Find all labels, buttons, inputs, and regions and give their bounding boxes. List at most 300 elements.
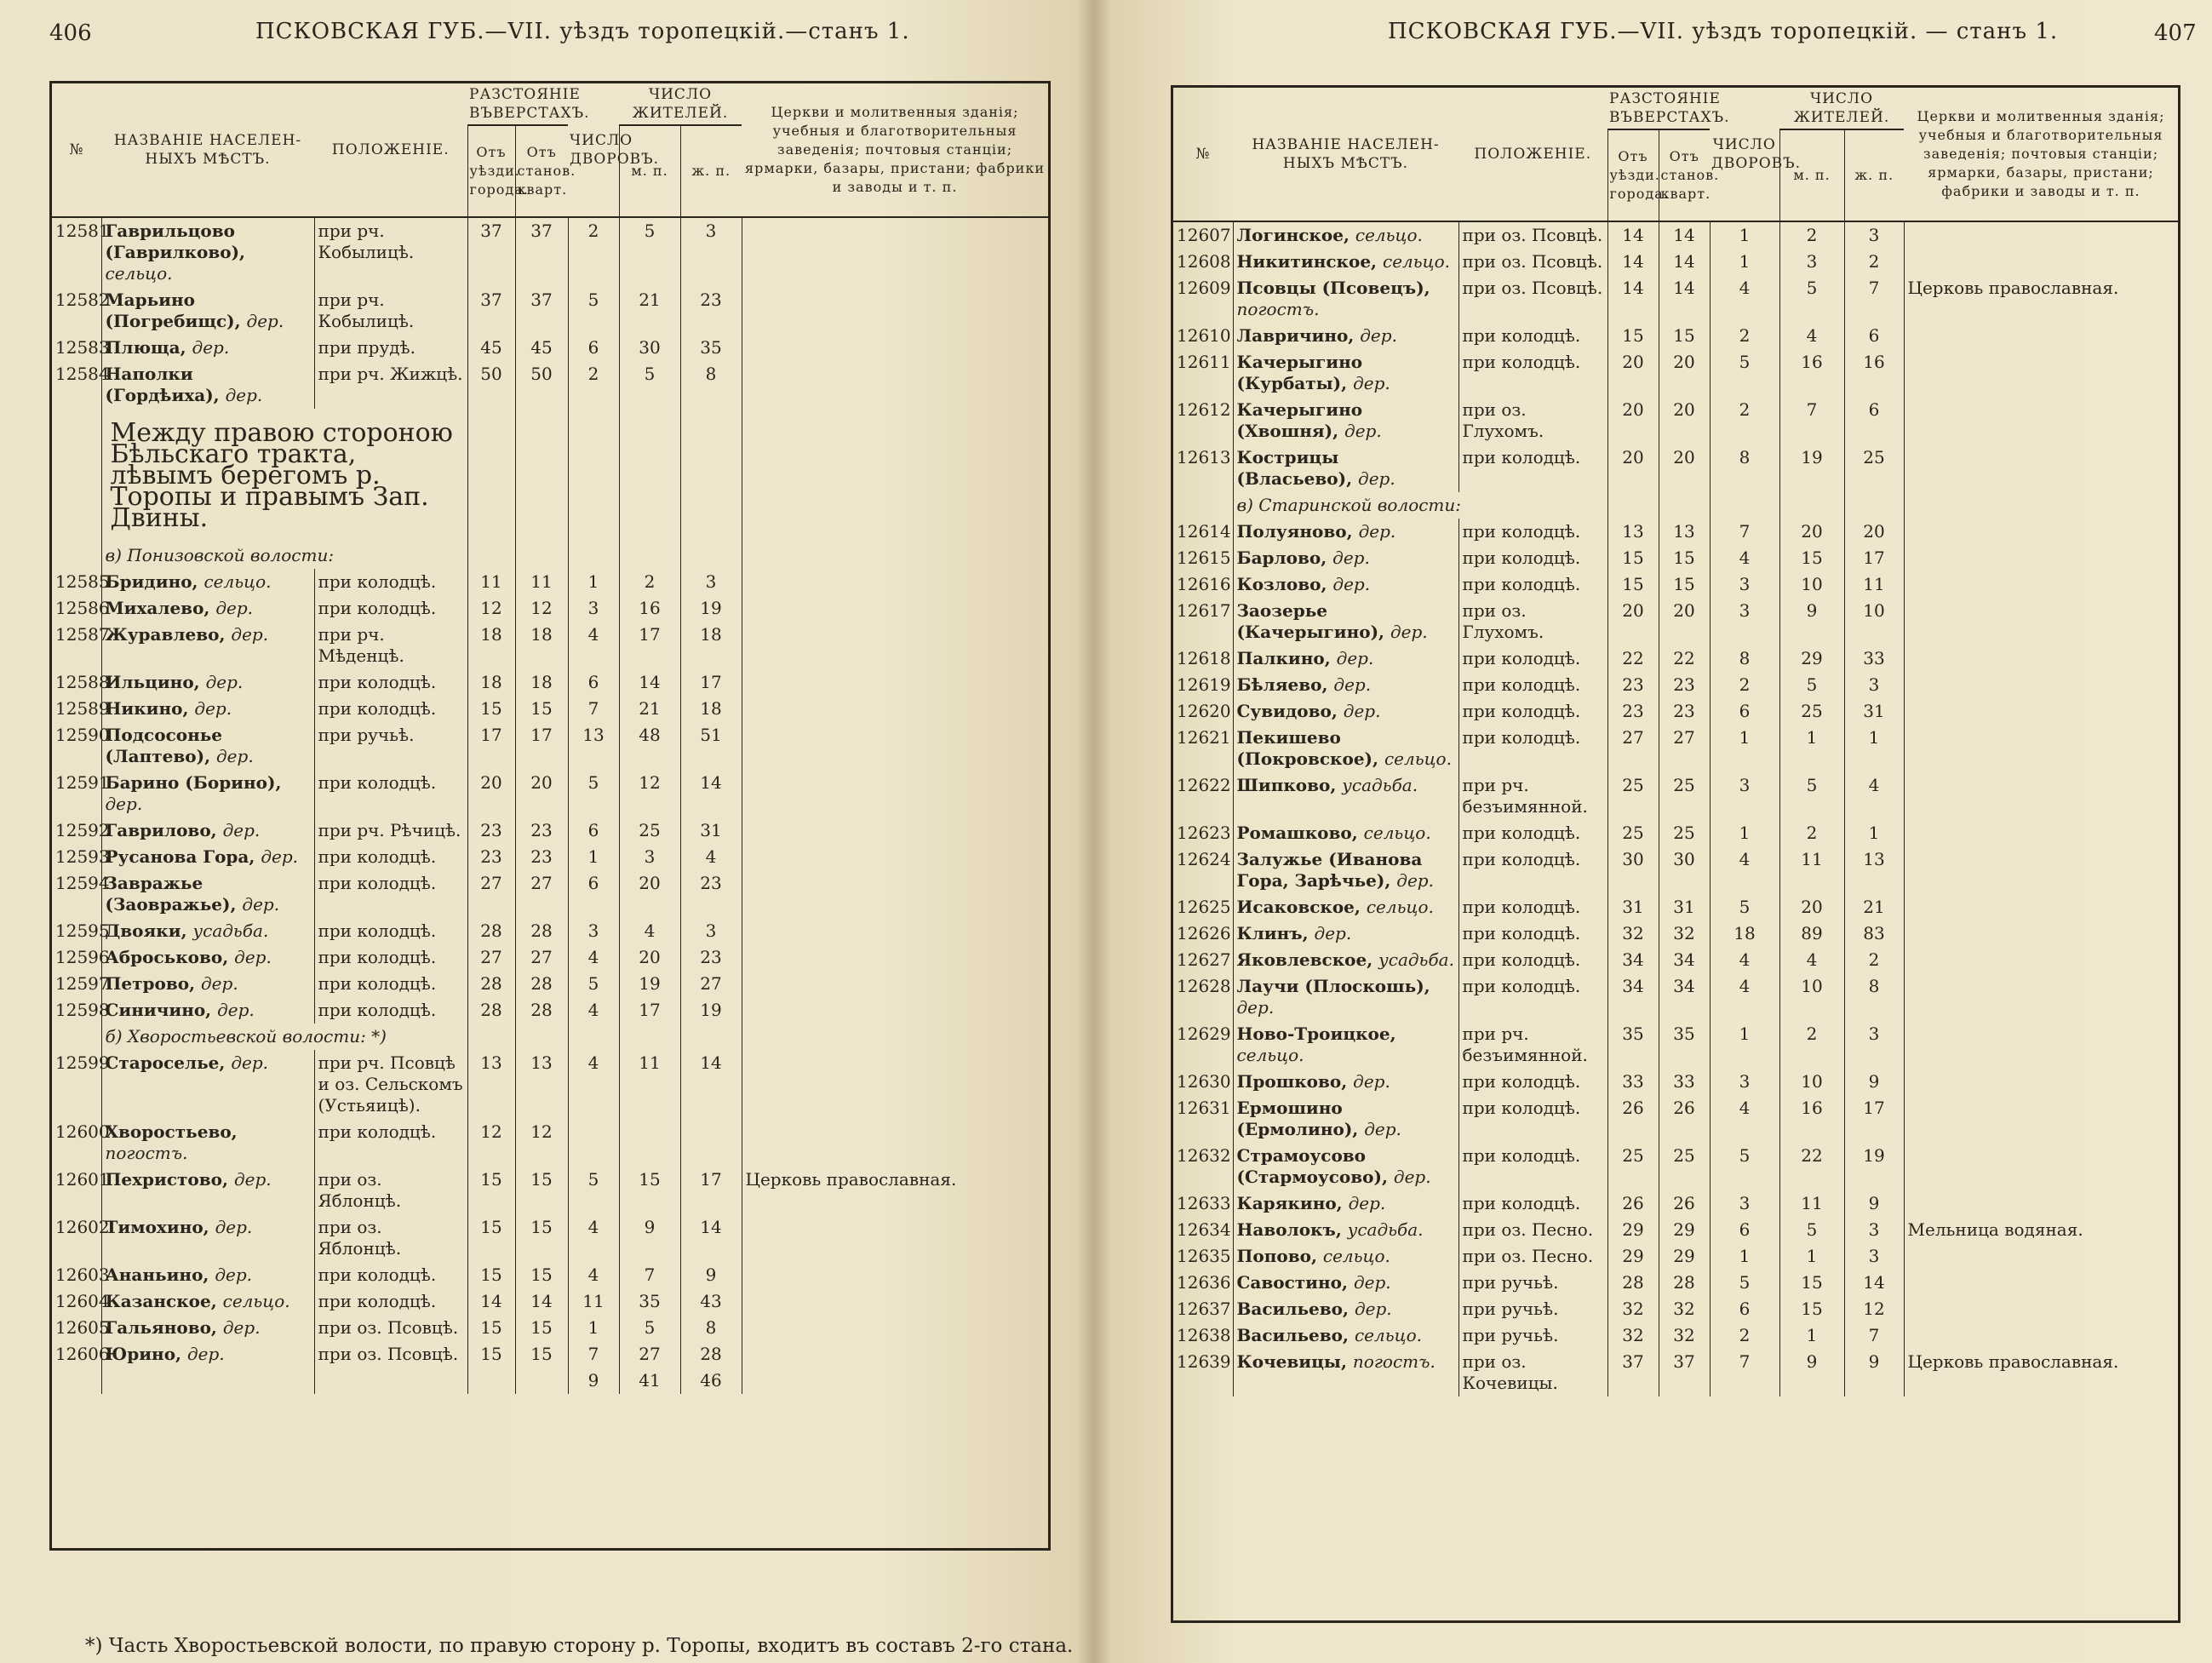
col-churches: Церкви и молитвенныя зданія; учебныя и благотворительныя заведенія; почтовыя станціи; ярмарки, базары, пристани; фабрики и заводы и т. п. <box>742 83 1048 217</box>
distance-city: 29 <box>1607 1243 1659 1270</box>
place-position: при рч. безъимянной. <box>1458 772 1607 820</box>
yards-count: 1 <box>1710 820 1779 846</box>
distance-station: 28 <box>1659 1270 1710 1296</box>
place-name <box>1233 349 1458 397</box>
distance-city: 34 <box>1607 947 1659 973</box>
place-position: при колодцѣ. <box>1458 1143 1607 1190</box>
place-kind: погостъ. <box>1352 1351 1436 1372</box>
distance-station: 13 <box>1659 519 1710 545</box>
distance-city: 20 <box>467 770 515 817</box>
table-row <box>1173 698 2178 725</box>
institutions-note <box>742 1315 1048 1341</box>
distance-city: 23 <box>1607 698 1659 725</box>
place-position: при оз. Глухомъ. <box>1458 598 1607 645</box>
place-position: при колодцѣ. <box>314 944 467 971</box>
table-row <box>52 1119 1048 1167</box>
place-name-text: Кочевицы, <box>1236 1351 1347 1372</box>
place-name-text: Петрово, <box>105 973 196 994</box>
place-kind: дер. <box>234 947 272 967</box>
row-number: 12594 <box>55 873 110 893</box>
male-count: 35 <box>619 1288 680 1315</box>
male-count: 5 <box>1779 772 1844 820</box>
yards-count: 5 <box>1710 1270 1779 1296</box>
place-kind: дер. <box>231 624 269 645</box>
row-number: 12588 <box>55 672 110 692</box>
distance-station: 31 <box>1659 894 1710 920</box>
yards-count: 4 <box>568 944 619 971</box>
female-count: 3 <box>680 569 742 595</box>
institutions-note <box>742 770 1048 817</box>
yards-count: 18 <box>1710 920 1779 947</box>
place-kind: сельцо. <box>1383 251 1451 272</box>
place-kind: дер. <box>105 794 143 814</box>
female-count: 23 <box>680 944 742 971</box>
yards-count: 3 <box>1710 1069 1779 1095</box>
row-number: 12582 <box>55 290 110 310</box>
place-name-text: Гаврилово, <box>105 820 217 840</box>
female-count: 19 <box>680 997 742 1024</box>
place-name <box>1233 1143 1458 1190</box>
place-name-text: Барино (Борино), <box>105 772 282 793</box>
table-row <box>1173 846 2178 894</box>
male-count: 15 <box>619 1167 680 1214</box>
place-kind: дер. <box>222 820 261 840</box>
institutions-note <box>742 944 1048 971</box>
yards-count: 6 <box>568 335 619 361</box>
row-number: 12627 <box>1177 949 1231 970</box>
female-count: 27 <box>680 971 742 997</box>
table-row <box>52 361 1048 409</box>
row-number: 12633 <box>1177 1193 1231 1213</box>
male-count: 4 <box>619 918 680 944</box>
female-count: 7 <box>1844 275 1904 323</box>
running-head: ПСКОВСКАЯ ГУБ.—VII. уѣздъ торопецкій. — станъ 1. <box>1388 19 2059 44</box>
yards-count: 6 <box>1710 1296 1779 1322</box>
institutions-note <box>742 817 1048 844</box>
place-name <box>101 696 314 722</box>
distance-city: 45 <box>467 335 515 361</box>
place-position: при оз. Псовцѣ. <box>314 1315 467 1341</box>
place-name <box>101 217 314 287</box>
place-name-text: Юрино, <box>105 1344 182 1364</box>
female-count: 3 <box>680 918 742 944</box>
female-count: 51 <box>680 722 742 770</box>
female-count: 43 <box>680 1288 742 1315</box>
male-count: 1 <box>1779 1243 1844 1270</box>
place-name-text: Качерыгино (Курбаты), <box>1236 352 1363 393</box>
male-count: 19 <box>1779 444 1844 492</box>
place-name <box>1233 221 1458 249</box>
distance-city: 15 <box>1607 323 1659 349</box>
distance-station: 15 <box>515 1214 568 1262</box>
place-name-text: Марьино (Погребищс), <box>105 290 241 331</box>
table-row <box>1173 1021 2178 1069</box>
institutions-note <box>1904 973 2178 1021</box>
male-count: 48 <box>619 722 680 770</box>
table-row <box>52 722 1048 770</box>
row-number: 12590 <box>55 725 110 745</box>
place-kind: дер. <box>1393 1167 1431 1187</box>
place-kind: дер. <box>1390 622 1428 642</box>
place-name <box>1233 1069 1458 1095</box>
place-position: при колодцѣ. <box>1458 571 1607 598</box>
male-count: 17 <box>619 622 680 669</box>
male-count: 9 <box>1779 598 1844 645</box>
row-number: 12629 <box>1177 1024 1231 1044</box>
place-name-text: Никитинское, <box>1236 251 1378 272</box>
place-position: при прудѣ. <box>314 335 467 361</box>
male-count: 10 <box>1779 973 1844 1021</box>
row-number: 12595 <box>55 920 110 941</box>
col-position: ПОЛОЖЕНІЕ. <box>314 83 467 217</box>
place-name-text: Попово, <box>1236 1246 1317 1266</box>
yards-count: 5 <box>1710 894 1779 920</box>
female-count <box>680 1119 742 1167</box>
place-name-text: Бѣляево, <box>1236 674 1328 695</box>
distance-city: 22 <box>1607 645 1659 672</box>
female-count: 28 <box>680 1341 742 1368</box>
row-number: 12607 <box>1177 225 1231 245</box>
female-count: 14 <box>680 770 742 817</box>
yards-count: 3 <box>1710 598 1779 645</box>
male-count: 25 <box>619 817 680 844</box>
place-kind: дер. <box>1332 548 1370 568</box>
col-position: ПОЛОЖЕНІЕ. <box>1458 88 1607 221</box>
row-number: 12596 <box>55 947 110 967</box>
place-name-text: Клинъ, <box>1236 923 1309 943</box>
place-kind: дер. <box>201 973 238 994</box>
row-number: 12630 <box>1177 1071 1231 1092</box>
institutions-note <box>1904 1143 2178 1190</box>
institutions-note <box>742 997 1048 1024</box>
yards-count: 2 <box>1710 672 1779 698</box>
male-count: 1 <box>1779 1322 1844 1349</box>
distance-station: 12 <box>515 595 568 622</box>
subsection-v: в) Старинской волости: <box>1233 492 1607 519</box>
row-number: 12586 <box>55 598 110 618</box>
place-name <box>1233 275 1458 323</box>
place-position: при колодцѣ. <box>1458 672 1607 698</box>
place-position: при рч. Кобылицѣ. <box>314 217 467 287</box>
table-row <box>1173 645 2178 672</box>
place-position: при оз. Песно. <box>1458 1217 1607 1243</box>
male-count: 9 <box>1779 1349 1844 1396</box>
yards-count: 5 <box>1710 1143 1779 1190</box>
place-name-text: Карякино, <box>1236 1193 1343 1213</box>
place-kind: дер. <box>1344 421 1382 441</box>
place-kind: дер. <box>246 311 284 331</box>
place-name <box>1233 444 1458 492</box>
col-churches: Церкви и молитвенныя зданія; учебныя и благотворительныя заведенія; почтовыя станціи; ярмарки, базары, пристани; фабрики и заводы и т. п. <box>1904 88 2178 221</box>
col-dist-city: Отъ уѣзди. города. <box>467 125 515 217</box>
place-kind: сельцо. <box>1355 225 1423 245</box>
distance-station <box>515 1368 568 1394</box>
female-count: 10 <box>1844 598 1904 645</box>
place-name <box>1233 249 1458 275</box>
male-count: 5 <box>1779 672 1844 698</box>
row-number: 12591 <box>55 772 110 793</box>
place-name <box>101 1214 314 1262</box>
distance-city: 25 <box>1607 1143 1659 1190</box>
yards-count: 4 <box>568 622 619 669</box>
yards-count: 4 <box>1710 1095 1779 1143</box>
table-row <box>52 1315 1048 1341</box>
col-name: НАЗВАНІЕ НАСЕЛЕН-НЫХЪ МѢСТЪ. <box>1233 88 1458 221</box>
male-count: 20 <box>1779 519 1844 545</box>
left-table <box>52 83 1048 1394</box>
table-row <box>1173 725 2178 772</box>
place-kind: дер. <box>1358 468 1395 489</box>
female-count: 9 <box>1844 1349 1904 1396</box>
footnote: *) Часть Хворостьевской волости, по правую сторону р. Торопы, входитъ въ составъ 2-го стана. <box>85 1635 1074 1657</box>
row-number: 12593 <box>55 846 110 867</box>
distance-city: 12 <box>467 1119 515 1167</box>
col-dist-city: Отъ уѣзди. города. <box>1607 129 1659 221</box>
place-name <box>101 287 314 335</box>
place-name <box>1233 1296 1458 1322</box>
place-name-text: Ильцино, <box>105 672 200 692</box>
table-row <box>52 944 1048 971</box>
place-kind: дер. <box>215 1264 253 1285</box>
yards-count: 4 <box>1710 846 1779 894</box>
male-count: 3 <box>1779 249 1844 275</box>
institutions-note <box>1904 920 2178 947</box>
yards-count: 5 <box>1710 349 1779 397</box>
place-name <box>1233 323 1458 349</box>
place-kind: сельцо. <box>1363 823 1431 843</box>
male-count: 2 <box>1779 820 1844 846</box>
place-position: при колодцѣ. <box>314 770 467 817</box>
col-distance: РАЗСТОЯНІЕ ВЪВЕРСТАХЪ. <box>1607 88 1710 129</box>
female-count: 2 <box>1844 249 1904 275</box>
distance-station: 15 <box>1659 323 1710 349</box>
place-name <box>101 361 314 409</box>
place-name <box>1233 519 1458 545</box>
table-row <box>52 335 1048 361</box>
subsection-b: б) Хворостьевской волости: *) <box>101 1024 467 1050</box>
place-name <box>101 997 314 1024</box>
institutions-note: Церковь православная. <box>1904 275 2178 323</box>
yards-count: 4 <box>1710 545 1779 571</box>
table-row <box>52 287 1048 335</box>
institutions-note <box>742 1262 1048 1288</box>
place-position: при оз. Псовцѣ. <box>1458 249 1607 275</box>
distance-city: 20 <box>1607 349 1659 397</box>
institutions-note <box>1904 249 2178 275</box>
place-position: при рч. Кобылицѣ. <box>314 287 467 335</box>
distance-station: 25 <box>1659 1143 1710 1190</box>
yards-count: 1 <box>1710 249 1779 275</box>
table-row <box>1173 920 2178 947</box>
institutions-note <box>1904 894 2178 920</box>
distance-station: 45 <box>515 335 568 361</box>
place-position: при колодцѣ. <box>314 669 467 696</box>
male-count: 5 <box>1779 1217 1844 1243</box>
table-row <box>52 844 1048 870</box>
institutions-note <box>1904 1021 2178 1069</box>
place-kind: сельцо. <box>222 1291 290 1311</box>
place-name-text: Псовцы (Псовецъ), <box>1236 278 1430 298</box>
row-number: 12608 <box>1177 251 1231 272</box>
yards-count: 6 <box>568 817 619 844</box>
male-count: 5 <box>619 1315 680 1341</box>
male-count: 20 <box>619 870 680 918</box>
row-number: 12583 <box>55 337 110 358</box>
place-name <box>101 722 314 770</box>
yards-count: 3 <box>1710 571 1779 598</box>
table-row <box>52 622 1048 669</box>
female-count: 3 <box>680 217 742 287</box>
table-row <box>52 669 1048 696</box>
place-name <box>1233 397 1458 444</box>
place-name-text: Савостино, <box>1236 1272 1348 1293</box>
distance-station: 11 <box>515 569 568 595</box>
institutions-note <box>1904 846 2178 894</box>
row-number: 12597 <box>55 973 110 994</box>
distance-station: 34 <box>1659 973 1710 1021</box>
yards-count: 7 <box>1710 1349 1779 1396</box>
place-name <box>1233 598 1458 645</box>
female-count: 4 <box>680 844 742 870</box>
col-female: ж. п. <box>1844 129 1904 221</box>
row-number: 12585 <box>55 571 110 592</box>
right-table-frame <box>1171 85 2180 1623</box>
institutions-note <box>742 669 1048 696</box>
place-kind: сельцо. <box>105 263 173 284</box>
distance-station: 15 <box>1659 571 1710 598</box>
table-row <box>1173 323 2178 349</box>
distance-station: 13 <box>515 1050 568 1119</box>
female-count: 7 <box>1844 1322 1904 1349</box>
place-name <box>1233 973 1458 1021</box>
row-number: 12614 <box>1177 521 1231 542</box>
place-name-text: Ананьино, <box>105 1264 209 1285</box>
institutions-note <box>1904 725 2178 772</box>
place-name-text: Гаврильцово (Гаврилково), <box>105 221 245 262</box>
place-name <box>101 1167 314 1214</box>
place-name-text: Палкино, <box>1236 648 1331 668</box>
place-position: при колодцѣ. <box>1458 820 1607 846</box>
row-number: 12603 <box>55 1264 110 1285</box>
distance-city: 26 <box>1607 1190 1659 1217</box>
place-name-text: Сувидово, <box>1236 701 1338 721</box>
place-kind: дер. <box>1336 648 1374 668</box>
distance-station: 37 <box>1659 1349 1710 1396</box>
place-position: при колодцѣ. <box>314 870 467 918</box>
place-name-text: Шипково, <box>1236 775 1337 795</box>
distance-station: 29 <box>1659 1217 1710 1243</box>
place-position: при колодцѣ. <box>314 844 467 870</box>
yards-count: 6 <box>568 669 619 696</box>
yards-count: 5 <box>568 1167 619 1214</box>
place-name-text: Пехристово, <box>105 1169 228 1190</box>
distance-station: 14 <box>1659 221 1710 249</box>
table-row <box>1173 1069 2178 1095</box>
place-name-text: Ново-Троицкое, <box>1236 1024 1396 1044</box>
table-row <box>1173 894 2178 920</box>
yards-count: 3 <box>1710 772 1779 820</box>
female-count: 9 <box>1844 1190 1904 1217</box>
row-number: 12624 <box>1177 849 1231 869</box>
female-count: 11 <box>1844 571 1904 598</box>
institutions-note <box>1904 947 2178 973</box>
table-row <box>52 770 1048 817</box>
institutions-note <box>742 1214 1048 1262</box>
row-number: 12601 <box>55 1169 110 1190</box>
distance-city: 29 <box>1607 1217 1659 1243</box>
distance-station: 35 <box>1659 1021 1710 1069</box>
place-name-text: Логинское, <box>1236 225 1350 245</box>
institutions-note <box>742 870 1048 918</box>
col-distance: РАЗСТОЯНІЕ ВЪВЕРСТАХЪ. <box>467 83 568 125</box>
male-count: 11 <box>1779 846 1844 894</box>
place-position: при колодцѣ. <box>314 997 467 1024</box>
distance-station: 20 <box>1659 349 1710 397</box>
place-name-text: Журавлево, <box>105 624 226 645</box>
female-count: 31 <box>1844 698 1904 725</box>
table-row <box>1173 947 2178 973</box>
place-kind: сельцо. <box>203 571 272 592</box>
male-count: 25 <box>1779 698 1844 725</box>
female-count: 20 <box>1844 519 1904 545</box>
place-name-text: Подсосонье (Лаптево), <box>105 725 223 766</box>
yards-count: 7 <box>1710 519 1779 545</box>
table-row <box>1173 397 2178 444</box>
distance-station: 32 <box>1659 1296 1710 1322</box>
place-position: при колодцѣ. <box>1458 947 1607 973</box>
row-number: 12636 <box>1177 1272 1231 1293</box>
distance-station: 28 <box>515 997 568 1024</box>
table-row <box>52 1288 1048 1315</box>
row-number: 12637 <box>1177 1299 1231 1319</box>
female-count: 18 <box>680 696 742 722</box>
distance-station: 22 <box>1659 645 1710 672</box>
distance-city: 15 <box>467 696 515 722</box>
female-count: 3 <box>1844 1243 1904 1270</box>
male-count: 5 <box>619 217 680 287</box>
institutions-note <box>742 971 1048 997</box>
page-number: 407 <box>2154 20 2197 46</box>
place-name <box>101 1262 314 1288</box>
female-count: 18 <box>680 622 742 669</box>
col-dist-station: Отъ станов. кварт. <box>515 125 568 217</box>
distance-city: 35 <box>1607 1021 1659 1069</box>
place-position: при колодцѣ. <box>314 1119 467 1167</box>
distance-station: 15 <box>515 1167 568 1214</box>
male-count: 20 <box>1779 894 1844 920</box>
place-name <box>101 1050 314 1119</box>
distance-city: 18 <box>467 622 515 669</box>
row-number: 12622 <box>1177 775 1231 795</box>
place-position: при колодцѣ. <box>314 918 467 944</box>
male-count: 15 <box>1779 1270 1844 1296</box>
distance-city: 14 <box>1607 249 1659 275</box>
place-name <box>1233 772 1458 820</box>
place-name-text: Качерыгино (Хвошня), <box>1236 399 1363 441</box>
place-position: при ручьѣ. <box>1458 1296 1607 1322</box>
yards-count: 4 <box>568 997 619 1024</box>
table-row <box>1173 545 2178 571</box>
female-count: 17 <box>680 1167 742 1214</box>
place-kind: дер. <box>1353 1272 1391 1293</box>
place-name <box>101 1368 314 1394</box>
table-row <box>1173 221 2178 249</box>
place-position: при рч. Псовцѣ и оз. Сельскомъ (Устьяицѣ). <box>314 1050 467 1119</box>
place-name <box>1233 725 1458 772</box>
distance-city: 25 <box>1607 820 1659 846</box>
right-page <box>1098 0 2212 1663</box>
place-kind: погостъ. <box>1236 299 1320 319</box>
